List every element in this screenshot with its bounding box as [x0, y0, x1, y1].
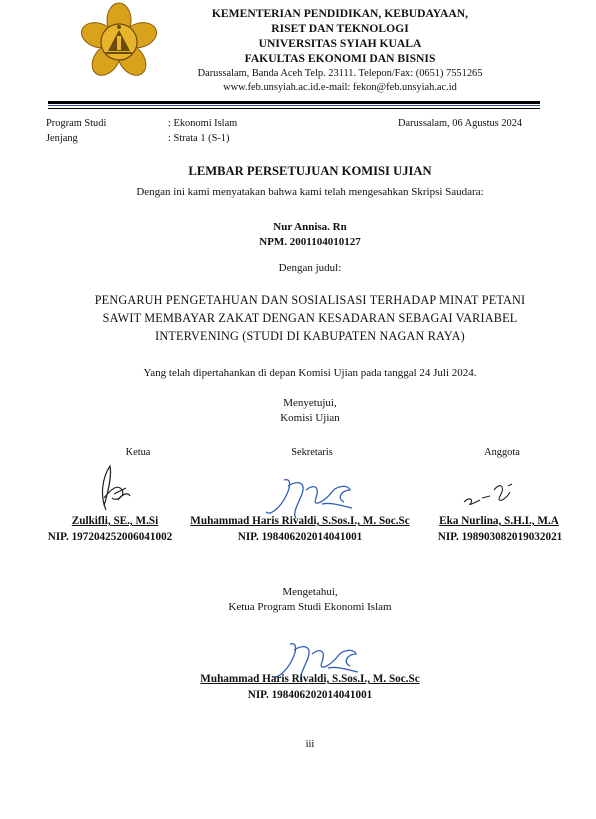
head-of-program-nip: NIP. 198406202014041001	[247, 689, 373, 701]
thesis-title-line-1: PENGARUH PENGETAHUAN DAN SOSIALISASI TERHADAP MINAT PETANI	[94, 293, 526, 307]
committee-label: Komisi Ujian	[280, 412, 340, 424]
ministry-line-1: KEMENTERIAN PENDIDIKAN, KEBUDAYAAN,	[211, 7, 469, 20]
head-of-program-name: Muhammad Haris Rivaldi, S.Sos.I., M. Soc.Sc	[200, 673, 420, 685]
secretary-role: Sekretaris	[291, 447, 333, 458]
web-email-line: www.feb.unsyiah.ac.id.e-mail: fekon@feb.unsyiah.ac.id	[223, 82, 457, 93]
address-line: Darussalam, Banda Aceh Telp. 23111. Telepon/Fax: (0651) 7551265	[197, 68, 483, 79]
member-role: Anggota	[484, 447, 520, 458]
thesis-title-line-2: SAWIT MEMBAYAR ZAKAT DENGAN KESADARAN SEBAGAI VARIABEL	[102, 311, 518, 325]
university-name: UNIVERSITAS SYIAH KUALA	[258, 37, 422, 50]
program-label: Program Studi	[46, 118, 107, 129]
acknowledge-label: Mengetahui,	[282, 586, 338, 598]
acknowledge-position: Ketua Program Studi Ekonomi Islam	[228, 601, 392, 613]
place-date: Darussalam, 06 Agustus 2024	[398, 118, 523, 129]
with-title-label: Dengan judul:	[278, 262, 342, 274]
secretary-name: Muhammad Haris Rivaldi, S.Sos.I., M. Soc.Sc	[190, 515, 410, 527]
student-name: Nur Annisa. Rn	[273, 221, 347, 233]
member-nip: NIP. 198903082019032021	[437, 531, 563, 543]
header-rule-blue	[48, 105, 540, 106]
approve-label: Menyetujui,	[283, 397, 337, 409]
university-logo-icon	[78, 2, 160, 82]
header-rule-thin	[48, 108, 540, 109]
thesis-title-line-3: INTERVENING (STUDI DI KABUPATEN NAGAN RAYA)	[155, 329, 465, 343]
intro-text: Dengan ini kami menyatakan bahwa kami telah mengesahkan Skripsi Saudara:	[136, 186, 484, 198]
ministry-line-2: RISET DAN TEKNOLOGI	[271, 22, 409, 35]
page-number: iii	[305, 739, 315, 750]
header-rule-thick	[48, 101, 540, 104]
faculty-name: FAKULTAS EKONOMI DAN BISNIS	[244, 52, 436, 65]
chair-signature	[92, 458, 142, 518]
member-name: Eka Nurlina, S.H.I., M.A	[439, 515, 559, 527]
chair-role: Ketua	[125, 447, 151, 458]
secretary-nip: NIP. 198406202014041001	[237, 531, 363, 543]
page-title: LEMBAR PERSETUJUAN KOMISI UJIAN	[188, 164, 432, 178]
level-label: Jenjang	[46, 133, 78, 144]
defended-statement: Yang telah dipertahankan di depan Komisi Ujian pada tanggal 24 Juli 2024.	[143, 367, 477, 379]
chair-name: Zulkifli, SE., M.Si	[71, 515, 159, 527]
chair-nip: NIP. 197204252006041002	[47, 531, 173, 543]
level-value: : Strata 1 (S-1)	[168, 133, 230, 144]
member-signature	[460, 476, 520, 512]
program-value: : Ekonomi Islam	[168, 118, 238, 129]
student-npm: NPM. 2001104010127	[259, 236, 361, 248]
